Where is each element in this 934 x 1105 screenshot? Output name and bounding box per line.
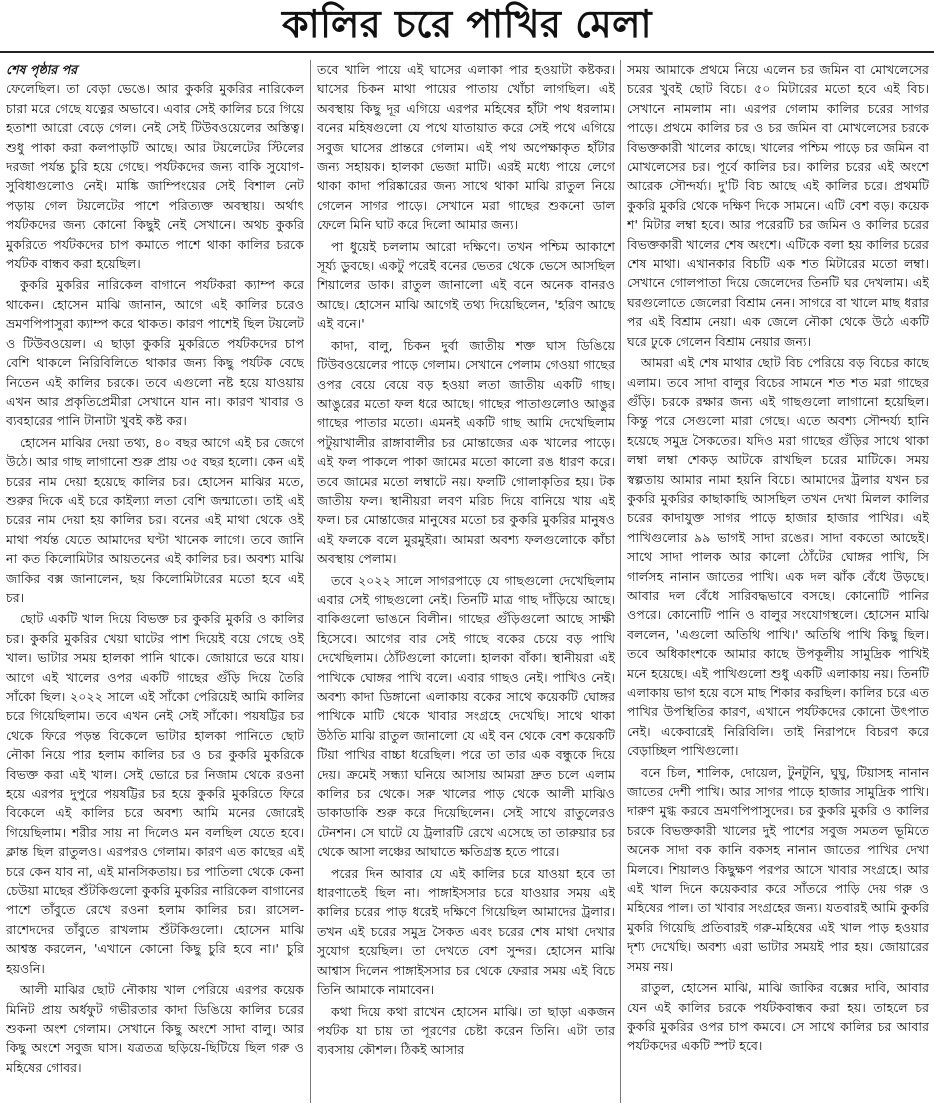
paragraph: কথা দিয়ে কথা রাখেন হোসেন মাঝি। তা ছাড়া একজন পর্যটক যা চায় তা পূরণের চেষ্টা করেন তিনি। এটা তার ব্যবসায় কৌশল। ঠিকই আসার [317,1003,615,1058]
paragraph: কাদা, বালু, চিকন দুর্বা জাতীয় শক্ত ঘাস ডিঙিয়ে টিউবওয়েলের পাড়ে গেলাম। সেখানে পেলাম গেওয়া গাছের ওপর বেয়ে বেয়ে বড় হওয়া লতা জাতীয় একটি গাছ। আঙুরের মতো ফল ধরে আছে। গাছের পাতাগুলোও আঙুর গাছের পাতার মতো। এমনই একটি গাছ আমি দেখেছিলাম পটুয়াখালীর রাঙ্গাবালীর চর মোন্তাজের এক খালের পাড়ে। এই ফল পাকলে পাকা জামের মতো কালো রঙ ধারণ করে। তবে জামের মতো লম্বাটে নয়। ফলটি গোলাকৃতির হয়। টক জাতীয় ফল। স্থানীয়রা লবণ মরিচ দিয়ে বানিয়ে খায় এই ফল। চর মোন্তাজের মানুষের মতো চর কুকরি মুকরির মানুষও এই ফলকে বলে মুরমুইরা। আমরা অবশ্য ফলগুলোকে কাঁচা অবস্থায় পেলাম। [317,337,615,567]
headline-divider [0,51,934,53]
article-column-1 [6,60,304,1103]
paragraph: রাতুল, হোসেন মাঝি, মাঝি জাকির বক্সের দাবি, আবার যেন এই কালির চরকে পর্যটকবান্ধব করা হয়। তাহলে চর কুকরি মুকরির ওপর চাপ কমবে। সে সাথে কালির চর আবার পর্যটকদের একটি স্পট হবে। [627,980,929,1054]
paragraph: পা ধুয়েই চললাম আরো দক্ষিণে। তখন পশ্চিম আকাশে সূর্য্য ডুবছে। একটু পরেই বনের ভেতর থেকে ভেসে আসছিল শিয়ালের ডাক। রাতুল জানালো এই বনে অনেক বানরও আছে। হোসেন মাঝি আগেই তথ্য দিয়েছিলেন, 'হরিণ আছে এই বনে।' [317,238,615,332]
paragraph: পরের দিন আবার যে এই কালির চরে যাওয়া হবে তা ধারণাতেই ছিল না। পাঙ্গাইসসার চরে যাওয়ার সময় এই কালির চরের পাড় ধরেই দক্ষিণে গিয়েছিল আমাদের ট্রলার। তখন এই চরের সমুদ্র সৈকত এবং চরের শেষ মাথা দেখার সুযোগ হয়েছিল। তা দেখতে বেশ সুন্দর। হোসেন মাঝি আশ্বাস দিলেন পাঙ্গাইসসার চর থেকে ফেরার সময় এই বিচে তিনি আমাকে নামাবেন। [317,865,615,998]
paragraph: কুকরি মুকরির নারিকেল বাগানে পর্যটকরা ক্যাম্প করে থাকেন। হোসেন মাঝি জানান, আগে এই কালির চরেও ভ্রমণপিপাসুরা ক্যাম্প করে থাকত। কারণ পাশেই ছিল টয়লেট ও টিউবওয়েল। এ ছাড়া কুকরি মুকরিতে পর্যটকদের চাপ বেশি থাকলে নিরিবিলিতে থাকার জন্য কিছু পর্যটক বেছে নিতেন এই কালির চরকে। তবে এগুলো নষ্ট হয়ে যাওয়ায় এখন আর প্রকৃতিপ্রেমীরা সেখানে যান না। কারণ খাবার ও ব্যবহারের পানি টানাটা খুবই কষ্ট কর। [6,277,304,429]
article-column-3 [627,60,929,1103]
column-divider [620,60,621,1103]
article-column-2 [317,60,615,1103]
paragraph: ফেলেছিল। তা বেড়া ভেঙে। আর কুকরি মুকরির নারিকেল চারা মরে গেছে যত্নের অভাবে। এবার সেই কালির চরে গিয়ে হতাশা আরো বেড়ে গেল। নেই সেই টিউবওয়েলের অস্তিত্ব। শুধু পাকা করা কলপাড়টি আছে। আর টয়লেটের স্টিলের দরজা পর্যন্ত চুরি হয়ে গেছে। পর্যটকদের জন্য বাকি সুযোগ-সুবিধাগুলোও নেই। মাঙ্কি জাম্পিংয়ের সেই বিশাল নেট পড়ায় গেল টয়লেটের পাশে পরিত্যক্ত অবস্থায়। অর্থাৎ পর্যটকদের জন্য কোনো কিছুই নেই সেখানে। অথচ কুকরি মুকরিতে পর্যটকদের চাপ কমাতে পাশে থাকা কালির চরকে পর্যটক বান্ধব করা হয়েছিল। [6,81,304,272]
continued-label: শেষ পৃষ্ঠার পর [6,62,78,77]
paragraph: সময় আমাকে প্রথমে নিয়ে এলেন চর জমিন বা মোখলেসের চরের খুবই ছোট বিচে। ৫০ মিটারের মতো হবে এই বিচ। সেখানে নামলাম না। এরপর গেলাম কালির চরের সাগর পাড়ে। প্রথমে কালির চর ও চর জমিন বা মোখলেসের চরকে বিভক্তকারী খালের কাছে। খালের পশ্চিম পাড়ে চর জমিন বা মোখলেসের চর। পূর্বে কালির চর। কালির চরের এই অংশে আরেক সৌন্দর্য্য। দু'টি বিচ আছে এই কালির চরে। প্রথমটি কুকরি মুকরি থেকে দক্ষিণ দিকে সামনে। এটি বেশ বড়। কয়েক শ' মিটার লম্বা হবে। আর পরেরটি চর জমিন ও কালির চরের বিভক্তকারী খালের শেষ অংশে। এটিকে বলা হয় কালির চরের শেষ মাথা। এখানকার বিচটি এক শত মিটারের মতো লম্বা। সেখানে গোলপাতা দিয়ে জেলেদের তিনটি ঘর দেখলাম। এই ঘরগুলোতে জেলেরা বিশ্রাম নেন। সাগরে বা খালে মাছ ধরার পর এই বিশ্রাম নেয়া। এক জেলে নৌকা থেকে উঠে একটি ঘরে ঢুকে গেলেন বিশ্রাম নেয়ার জন্য। [627,62,929,349]
paragraph: বনে চিল, শালিক, দোয়েল, টুনটুনি, ঘুঘু, টিয়াসহ নানান জাতের দেশী পাখি। আর সাগর পাড়ে হাজার সামুদ্রিক পাখি। দারুণ মুগ্ধ করবে ভ্রমণপিপাসুদের। চর কুকরি মুকরি ও কালির চরকে বিভক্তকারী খালের দুই পাশের সবুজ সমতল ভূমিতে অনেক সাদা বক কানি বকসহ নানান জাতের পাখির দেখা মিলবে। শিয়ালও কিছুক্ষণ পরপর আসে খাবার সংগ্রহে। আর এই খাল দিনে কয়েকবার করে সাঁতরে পাড়ি দেয় গরু ও মহিষের পাল। তা খাবার সংগ্রহের জন্য। যতবারই আমি কুকরি মুকরি গিয়েছি প্রতিবারই গরু-মহিষের এই খাল পাড় হওয়ার দৃশ্য দেখেছি। অবশ্য এরা ভাটার সময়ই পার হয়। জোয়ারের সময় নয়। [627,764,929,974]
paragraph: ছোট একটি খাল দিয়ে বিভক্ত চর কুকরি মুকরি ও কালির চর। কুকরি মুকরির খেয়া ঘাটের পাশ দিয়েই বয়ে গেছে ওই খাল। ভাটার সময় হালকা পানি থাকে। জোয়ারে ভরে যায়। আগে এই খালের ওপর একটি গাছের গুঁড়ি দিয়ে তৈরি সাঁকো ছিল। ২০২২ সালে এই সাঁকো পেরিয়েই আমি কালির চরে গিয়েছিলাম। তবে এখন নেই সেই সাঁকো। পয়ষট্টির চর থেকে ফিরে পড়ন্ত বিকেলে ভাটার হালকা পানিতে ছোট নৌকা নিয়ে পার হলাম কালির চর ও চর কুকরি মুকরিকে বিভক্ত করা এই খাল। সেই ভোরে চর নিজাম থেকে রওনা হয়ে এরপর দুপুরে পয়ষট্টির চর হয়ে কুকরি মুকরিতে ফিরে বিকেলে এই কালির চরে অবশ্য আমি মনের জোরেই গিয়েছিলাম। শরীর সায় না দিলেও মন বলছিল যেতে হবে। ক্লান্ত ছিল রাতুলও। এরপরও গেলাম। কারণ এত কাছের এই চরে কেন যাব না, এই মানসিকতায়। চর পাতিলা থেকে কেনা চেউয়া মাছের শুঁটকিগুলো কুকরি মুকরির নারিকেল বাগানের পাশে তাঁবুতে রেখে রওনা হলাম কালির চর। রাসেল-রাশেদদের তাঁবুতে রাখলাম শুঁটকিগুলো। হোসেন মাঝি আশ্বস্ত করলেন, 'এখানে কোনো কিছু চুরি হবে না।' চুরি হয়ওনি। [6,611,304,976]
paragraph: হোসেন মাঝির দেয়া তথ্য, ৪০ বছর আগে এই চর জেগে উঠে। আর গাছ লাগানো শুরু প্রায় ৩৫ বছর হলো। কেন এই চরের নাম দেয়া হয়েছে কালির চর। হোসেন মাঝির মতে, শুরুর দিকে এই চরে কাইল্যা লতা বেশি জন্মাতো। তাই এই চরের নাম দেয়া হয় কালির চর। বনের এই মাথা থেকে ওই মাথা পর্যন্ত যেতে আমাদের ঘণ্টা খানেক লাগে। তবে জানি না কত কিলোমিটার আয়তনের এই কালির চর। অবশ্য মাঝি জাকির বক্স জানালেন, ছয় কিলোমিটারের মতো হবে এই চর। [6,434,304,605]
paragraph: তবে খালি পায়ে এই ঘাসের এলাকা পার হওয়াটা কষ্টকর। ঘাসের চিকন মাথা পায়ের পাতায় খোঁচা লাগছিল। এই অবস্থায় কিছু দূর এগিয়ে এরপর মহিষের হাঁটা পথ ধরলাম। বনের মহিষগুলো যে পথে যাতায়াত করে সেই পথে এগিয়ে সবুজ ঘাসের প্রান্তরে গেলাম। এই পথ অপেক্ষাকৃত হাঁটার জন্য সহায়ক। হালকা ভেজা মাটি। এরই মধ্যে পায়ে লেগে থাকা কাদা পরিষ্কারের জন্য সাথে থাকা মাঝি রাতুল নিয়ে গেলেন সাগর পাড়ে। সেখানে মরা গাছের শুকনো ডাল ফেলে মিনি ঘাট করে দিলো আমার জন্য। [317,62,615,233]
paragraph: আমরা এই শেষ মাথার ছোট বিচ পেরিয়ে বড় বিচের কাছে এলাম। তবে সাদা বালুর বিচের সামনে শত শত মরা গাছের গুঁড়ি। চরকে রক্ষার জন্য এই গাছগুলো লাগানো হয়েছিল। কিন্তু পরে সেগুলো মারা গেছে। এতে অবশ্য সৌন্দর্য্য হানি হয়েছে সমুদ্র সৈকতের। যদিও মরা গাছের গুঁড়ির সাথে থাকা লম্বা লম্বা শেকড় আটকে রাখছিল চরের মাটিকে। সময় স্বল্পতায় আমার নামা হয়নি বিচে। আমাদের ট্রলার যখন চর কুকরি মুকরির কাছাকাছি আসছিল তখন দেখা মিলল কালির চরের কাদাযুক্ত সাগর পাড়ে হাজার হাজার পাখির। এই পাখিগুলোর ৯৯ ভাগই সাদা রঙের। সাদা বকতো আছেই। সাথে সাদা পালক আর কালো ঠোঁটের ঘোঙ্গর পাখি, সি গার্লসহ নানান জাতের পাখি। এক দল ঝাঁক বেঁধে উড়ছে। আবার দল বেঁধে সারিবদ্ধভাবে বসছে। কোনোটি পানির ওপরে। কোনোটি পানি ও বালুর সংযোগস্থলে। হোসেন মাঝি বললেন, 'এগুলো অতিথি পাখি।' অতিথি পাখি কিছু ছিল। তবে অধিকাংশকে আমার কাছে উপকূলীয় সামুদ্রিক পাখিই মনে হয়েছে। এই পাখিগুলো শুধু একটি এলাকায় নয়। তিনটি এলাকায় ভাগ হয়ে বসে মাছ শিকার করছিল। কালির চরে এত পাখির উপস্থিতির কারণ, এখানে পর্যটকদের কোনো উৎপাত নেই। একেবারেই নিরিবিলি। তাই নিরাপদে বিচরণ করে বেড়াচ্ছিল পাখিগুলো। [627,355,929,759]
paragraph: তবে ২০২২ সালে সাগরপাড়ে যে গাছগুলো দেখেছিলাম এবার সেই গাছগুলো নেই। তিনটি মাত্র গাছ দাঁড়িয়ে আছে। বাকিগুলো ভাঙনে বিলীন। গাছের গুঁড়িগুলো আছে সাক্ষী হিসেবে। আগের বার সেই গাছে বকের চেয়ে বড় পাখি দেখেছিলাম। ঠোঁটগুলো কালো। হালকা বাঁকা। স্থানীয়রা এই পাখিকে ঘোঙ্গর পাখি বলে। এবার গাছও নেই। পাখিও নেই। অবশ্য কাদা ডিঙ্গানো এলাকায় বকের সাথে কয়েকটি ঘোঙ্গর পাখিকে মাটি থেকে খাবার সংগ্রহে দেখেছি। সাথে থাকা উঠতি মাঝি রাতুল জানালো যে এই বন থেকে বেশ কয়েকটি টিয়া পাখির বাচ্চা ধরেছিল। পরে তা তার এক বন্ধুকে দিয়ে দেয়। ক্রমেই সন্ধ্যা ঘনিয়ে আসায় আমরা দ্রুত চলে এলাম কালির চর থেকে। সরু খালের পাড় থেকে আলী মাঝিও ডাকাডাকি শুরু করে দিয়েছিলেন। সেই সাথে রাতুলেরও টেনশন। সে ঘাটে যে ট্রলারটি রেখে এসেছে তা তারুয়ার চর থেকে আসা লঞ্চের আঘাতে ক্ষতিগ্রস্ত হতে পারে। [317,572,615,860]
headline: কালির চরে পাখির মেলা [282,2,652,46]
column-divider [310,60,311,1103]
paragraph: আলী মাঝির ছোট নৌকায় খাল পেরিয়ে এরপর কয়েক মিনিট প্রায় অর্ধফুট গভীরতার কাদা ডিঙিয়ে কালির চরের শুকনা অংশ গেলাম। সেখানে কিছু অংশে সাদা বালু। আর কিছু অংশে সবুজ ঘাস। যত্রতত্র ছড়িয়ে-ছিটিয়ে ছিল গরু ও মহিষের গোবর। [6,982,304,1075]
